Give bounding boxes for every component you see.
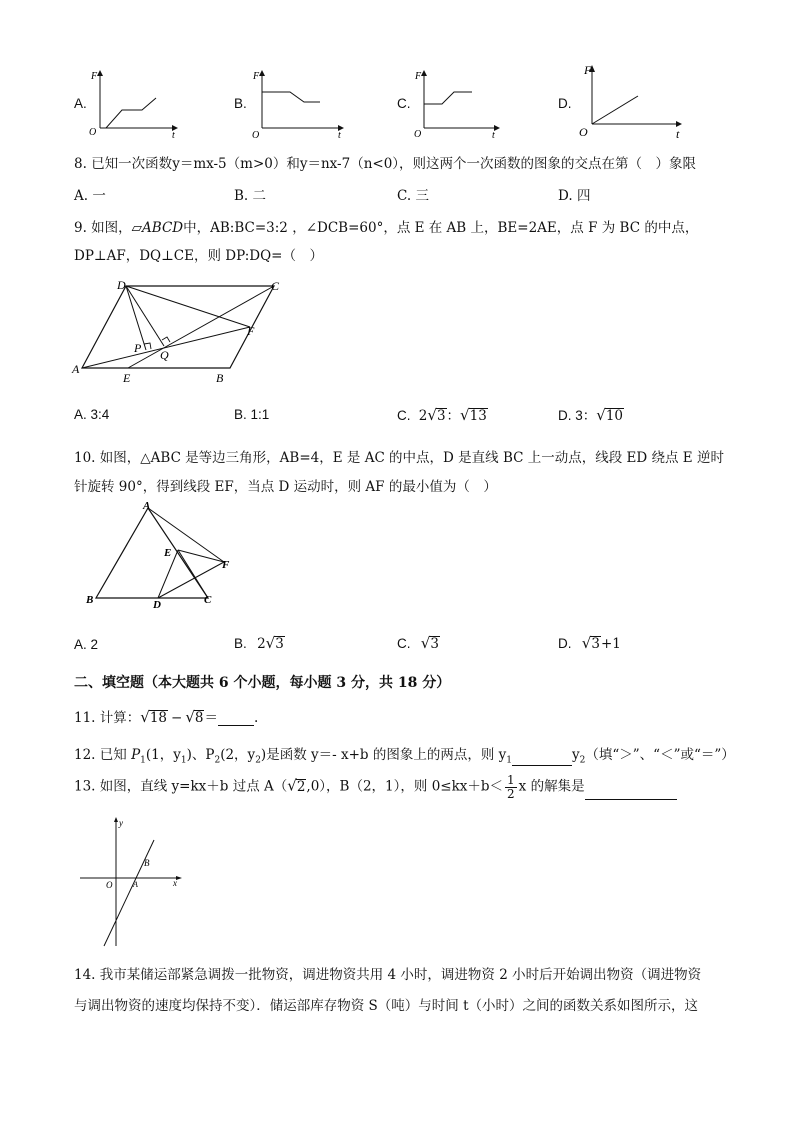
q9-label-e: E xyxy=(123,371,131,385)
q9-label-f: F xyxy=(247,324,255,338)
q13-frac-num: 1 xyxy=(507,773,515,787)
radical-sign: √ xyxy=(427,406,437,424)
q10-label-a: A xyxy=(143,500,151,512)
q7-options xyxy=(0,60,794,145)
q8-option-a-text: 一 xyxy=(92,188,106,204)
q10-label-d: D xyxy=(153,599,161,610)
section-heading: 二、填空题（本大题共 6 个小题，每小题 3 分，共 18 分） xyxy=(74,675,451,691)
q10-option-c-letter: C. xyxy=(397,636,411,651)
q9-option-c-coef: 2 xyxy=(418,408,428,424)
q9-stem-line2: DP⊥AF，DQ⊥CE，则 DP:DQ=（ ） xyxy=(74,248,323,264)
q10-option-b-radicand: 3 xyxy=(275,636,284,652)
q9-label-c: C xyxy=(271,279,280,293)
q11-radicand2: 8 xyxy=(194,710,204,726)
q13-point-b-label: B xyxy=(144,858,150,868)
q10-option-d-letter: D. xyxy=(558,636,572,651)
q7-c-yaxis: F xyxy=(415,71,422,82)
q7-d-xaxis: t xyxy=(676,127,680,140)
q8-formula-1: y＝mx-5（m>0）和 xyxy=(172,156,300,172)
q8-option-a xyxy=(74,184,106,204)
radical-sign: √ xyxy=(581,634,592,652)
q11-stem xyxy=(74,706,258,726)
radical-sign: √ xyxy=(185,708,195,726)
q9-option-d-radicand: 10 xyxy=(605,408,624,424)
radical-sign: √ xyxy=(265,634,276,652)
q11-minus: − xyxy=(171,710,183,726)
q8-option-d xyxy=(558,184,590,204)
q12-lead: 12. 已知 xyxy=(74,747,132,763)
q12-p2-coord: (2，y xyxy=(220,747,256,763)
q8-option-c xyxy=(397,184,429,204)
q10-label-b: B xyxy=(86,594,94,606)
q12-answer-blank[interactable] xyxy=(512,753,572,766)
q12-stem xyxy=(74,743,735,766)
q8-text-a: 已知一次函数 xyxy=(91,156,173,172)
q13-origin-label: O xyxy=(106,880,113,890)
radical-sign: √ xyxy=(287,776,297,795)
q9-option-a: A. 3:4 xyxy=(74,407,110,422)
q7-b-yaxis: F xyxy=(253,71,260,82)
q10-option-b-letter: B. xyxy=(234,636,247,651)
q9-option-c-letter: C. xyxy=(397,408,411,423)
q9-line1-text: 中，AB:BC=3:2 ，∠DCB=60°，点 E 在 AB 上，BE=2AE，点 F 为 BC 的中点， xyxy=(183,220,699,236)
q9-option-b: B. 1:1 xyxy=(234,407,270,422)
q7-d-yaxis: F xyxy=(584,63,592,77)
q9-label-d: D xyxy=(117,278,126,292)
q9-option-c-radicand2: 13 xyxy=(469,408,487,424)
q7-d-origin: O xyxy=(579,125,588,139)
q12-y1-sub: 1 xyxy=(506,755,512,766)
q10-figure xyxy=(80,498,240,610)
q9-lead: 9. 如图， xyxy=(74,220,132,236)
q7-option-c-letter: C. xyxy=(397,96,411,111)
q9-option-c-colon: ： xyxy=(446,408,461,424)
q9-label-b: B xyxy=(216,371,224,385)
q11-answer-blank[interactable] xyxy=(218,713,254,726)
q8-option-c-text: 三 xyxy=(415,188,429,204)
q7-a-origin: O xyxy=(89,127,97,138)
q9-label-a: A xyxy=(72,362,80,376)
q8-option-d-text: 四 xyxy=(576,188,591,204)
q10-stem-line2: 针旋转 90°，得到线段 EF，当点 D 运动时，则 AF 的最小值为（ ） xyxy=(74,479,497,495)
q9-label-q: Q xyxy=(160,348,169,362)
q11-equals: ＝ xyxy=(204,710,218,726)
q7-a-yaxis: F xyxy=(91,71,98,82)
q8-option-b-text: 二 xyxy=(252,188,267,204)
q7-c-origin: O xyxy=(414,129,422,138)
radical-sign: √ xyxy=(140,708,150,726)
q8-option-c-letter: C. xyxy=(397,188,412,204)
q13-yaxis-label: y xyxy=(119,818,123,828)
q13-frac-den: 2 xyxy=(507,786,515,801)
q12-p2-ysub: 2 xyxy=(255,755,261,766)
q12-p1: P xyxy=(131,747,141,763)
q9-label-p: P xyxy=(134,341,142,355)
q10-label-c: C xyxy=(204,594,212,606)
q10-label-e: E xyxy=(164,547,172,559)
q12-p2-sub: 2 xyxy=(214,755,221,766)
q8-option-b xyxy=(234,184,266,204)
q14-stem-line2: 与调出物资的速度均保持不变）．储运部库存物资 S（吨）与时间 t（小时）之间的函数关系如图所示，这 xyxy=(74,998,699,1014)
q13-stem xyxy=(74,774,677,800)
q7-b-xaxis: t xyxy=(338,130,341,138)
q10-option-d-radicand: 3 xyxy=(591,636,600,652)
q8-option-d-letter: D. xyxy=(558,188,573,204)
q14-stem-line1: 14. 我市某储运部紧急调拨一批物资，调进物资共用 4 小时，调进物资 2 小时后开始调出物资（调进物资 xyxy=(74,967,702,983)
q12-text: )是函数 y＝- x+b 的图象上的两点，则 y xyxy=(260,747,507,763)
q7-graph-d xyxy=(576,60,688,140)
q10-option-b xyxy=(234,634,285,652)
q7-b-origin: O xyxy=(252,130,260,138)
q10-option-b-coef: 2 xyxy=(257,636,266,652)
q12-y2: y xyxy=(571,747,580,763)
q10-stem-line1: 10. 如图，△ABC 是等边三角形，AB=4，E 是 AC 的中点，D 是直线 BC 上一动点，线段 ED 绕点 E 逆时 xyxy=(74,450,724,466)
q12-tail: （填“＞”、“＜”或“＝”） xyxy=(585,747,735,763)
q13-tail: x 的解集是 xyxy=(518,778,585,795)
radical-sign: √ xyxy=(420,634,431,652)
q8-number: 8. xyxy=(74,156,87,172)
q9-figure xyxy=(66,274,296,386)
q8-option-a-letter: A. xyxy=(74,188,89,204)
q13-fraction xyxy=(505,774,517,800)
q11-radicand1: 18 xyxy=(149,710,168,726)
q8-formula-2: y＝nx-7（n<0），则这两个一次函数的图象的交点在第（ ）象限 xyxy=(299,156,697,172)
q10-option-a: A. 2 xyxy=(74,637,99,652)
q10-option-c xyxy=(397,634,440,652)
q9-option-d-lead: D. 3： xyxy=(558,408,597,423)
q8-option-b-letter: B. xyxy=(234,188,249,204)
q9-option-c-radicand1: 3 xyxy=(436,408,446,424)
q7-graph-b xyxy=(250,68,346,138)
q12-mid: )、P xyxy=(186,747,215,763)
q10-option-c-radicand: 3 xyxy=(430,636,439,652)
q7-graph-c xyxy=(412,68,504,138)
q10-option-d-tail: +1 xyxy=(600,636,621,652)
q8-stem xyxy=(74,152,696,172)
q13-text: ,0），B（2，1），则 0≤kx＋b＜ xyxy=(306,778,504,795)
q9-parallelogram: ▱ABCD xyxy=(131,220,184,236)
q7-a-xaxis: t xyxy=(172,130,175,138)
q13-xaxis-label: x xyxy=(173,878,177,888)
q12-p1-ysub: 1 xyxy=(180,755,187,766)
q12-y2-sub: 2 xyxy=(579,755,586,766)
q10-label-f: F xyxy=(222,559,230,571)
q9-option-c xyxy=(397,404,488,424)
q12-p1-coord: (1，y xyxy=(145,747,181,763)
q11-period: . xyxy=(253,710,259,726)
q9-option-d xyxy=(558,404,624,424)
q7-option-b-letter: B. xyxy=(234,96,247,111)
q11-lead: 11. 计算： xyxy=(74,710,141,726)
q7-option-d-letter: D. xyxy=(558,96,572,111)
q10-option-d xyxy=(558,634,621,652)
q13-radicand: 2 xyxy=(296,778,306,795)
q7-c-xaxis: t xyxy=(492,130,495,138)
q7-graph-a xyxy=(88,68,180,138)
radical-sign: √ xyxy=(596,406,606,424)
q9-stem-line1 xyxy=(74,216,698,236)
q7-option-a-letter: A. xyxy=(74,96,87,111)
q13-lead: 13. 如图，直线 y=kx＋b 过点 A（ xyxy=(74,778,288,795)
q12-p1-sub: 1 xyxy=(140,755,146,766)
q13-answer-blank[interactable] xyxy=(585,787,677,800)
q13-point-a-label: A xyxy=(133,880,138,889)
radical-sign: √ xyxy=(460,406,470,424)
q13-graph xyxy=(76,814,186,950)
